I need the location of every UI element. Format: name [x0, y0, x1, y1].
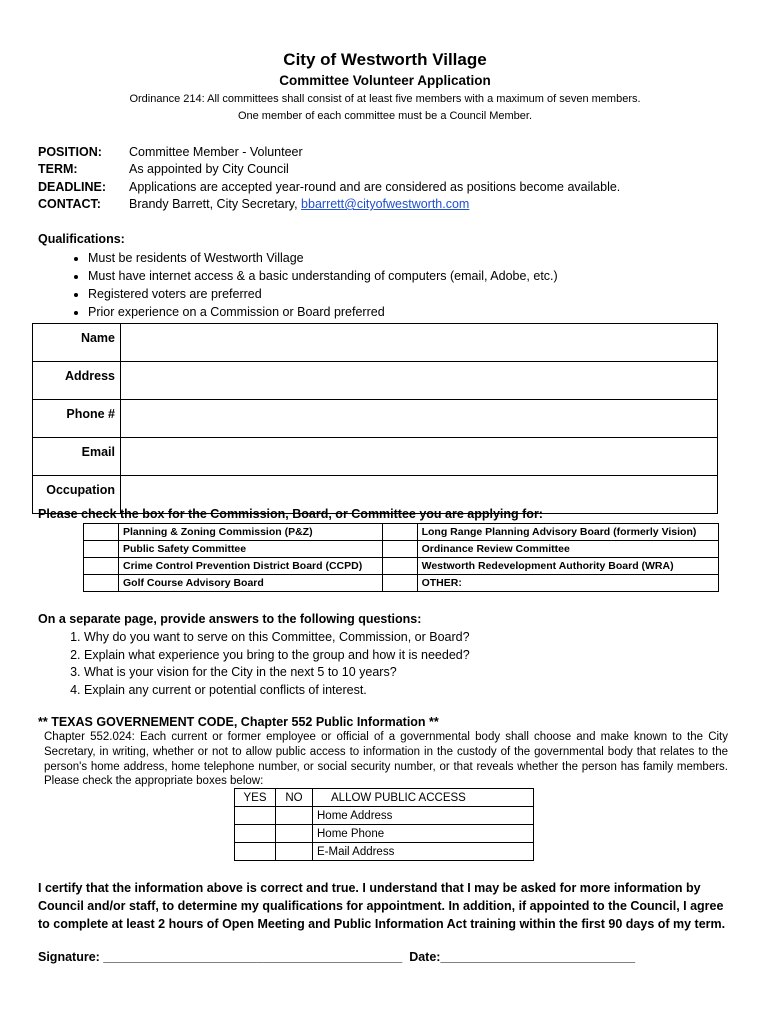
qualifications-list — [38, 249, 558, 321]
committee-label: Planning & Zoning Commission (P&Z) — [119, 524, 383, 541]
list-item: 3. What is your vision for the City in the next 5 to 10 years? — [84, 664, 470, 682]
public-access-table — [234, 788, 534, 861]
yes-checkbox[interactable] — [235, 807, 276, 825]
address-field[interactable] — [121, 362, 718, 400]
council-member-note: One member of each committee must be a Council Member. — [237, 110, 533, 122]
table-row — [33, 400, 718, 438]
list-item: • Registered voters are preferred — [88, 285, 558, 303]
applicant-info-table — [32, 323, 718, 514]
committee-label: Ordinance Review Committee — [417, 541, 718, 558]
no-checkbox[interactable] — [276, 843, 313, 861]
texas-code-body: Chapter 552.024: Each current or former employee or official of a governmental body shall choose and make known to the City Secretary, in writing, whether or not to allow public access to information in the custody of the governmental body that relates to the person's home address, home telephone number, or social security number, or that reveals whether the person has family members. Please check the appropriate boxes below: — [44, 731, 728, 788]
committee-checkbox[interactable] — [382, 524, 417, 541]
committee-label: Long Range Planning Advisory Board (formerly Vision) — [417, 524, 718, 541]
occupation-label: Occupation — [33, 476, 121, 514]
home-address-label: Home Address — [313, 807, 534, 825]
date-label: Date: — [409, 950, 441, 964]
list-item: 2. Explain what experience you bring to the group and how it is needed? — [84, 647, 470, 665]
signature-line[interactable]: ___________________________________________ — [103, 950, 403, 964]
table-row — [33, 362, 718, 400]
email-field[interactable] — [121, 438, 718, 476]
ordinance-note: Ordinance 214: All committees shall consist of at least five members with a maximum of seven members. — [129, 93, 641, 105]
phone-label: Phone # — [33, 400, 121, 438]
phone-field[interactable] — [121, 400, 718, 438]
term-label: TERM: — [38, 162, 78, 176]
address-label: Address — [33, 362, 121, 400]
no-checkbox[interactable] — [276, 807, 313, 825]
committee-table — [83, 523, 719, 592]
committee-checkbox[interactable] — [84, 541, 119, 558]
list-item: • Must be residents of Westworth Village — [88, 249, 558, 267]
deadline-value: Applications are accepted year-round and are considered as positions become available. — [129, 180, 621, 194]
no-header: NO — [276, 789, 313, 807]
name-label: Name — [33, 324, 121, 362]
contact-value — [129, 197, 469, 211]
list-item: 1. Why do you want to serve on this Committee, Commission, or Board? — [84, 629, 470, 647]
page-title: City of Westworth Village — [283, 50, 487, 69]
table-row — [33, 324, 718, 362]
certification-text: I certify that the information above is correct and true. I understand that I may be asked for more information by Council and/or staff, to determine my qualifications for appointment. In addition, if appointed to the Council, I agree to complete at least 2 hours of Open Meeting and Public Information Act training within the first 90 days of my term. — [38, 881, 726, 931]
list-item: • Must have internet access & a basic understanding of computers (email, Adobe, etc.) — [88, 267, 558, 285]
table-row — [33, 438, 718, 476]
home-phone-label: Home Phone — [313, 825, 534, 843]
table-row — [84, 541, 719, 558]
committee-checkbox[interactable] — [84, 524, 119, 541]
committee-checkbox[interactable] — [84, 558, 119, 575]
public-access-header: ALLOW PUBLIC ACCESS — [313, 789, 534, 807]
contact-email-link[interactable]: bbarrett@cityofwestworth.com — [301, 197, 470, 211]
table-row — [84, 558, 719, 575]
committee-label: Westworth Redevelopment Authority Board (WRA) — [417, 558, 718, 575]
texas-code-heading: ** TEXAS GOVERNEMENT CODE, Chapter 552 Public Information ** — [38, 715, 439, 729]
table-row — [235, 789, 534, 807]
qualifications-heading: Qualifications: — [38, 232, 125, 246]
committee-checkbox[interactable] — [84, 575, 119, 592]
name-field[interactable] — [121, 324, 718, 362]
committee-heading: Please check the box for the Commission, Board, or Committee you are applying for: — [38, 507, 543, 521]
list-item: 4. Explain any current or potential conflicts of interest. — [84, 682, 470, 700]
table-row — [235, 825, 534, 843]
signature-row — [38, 950, 635, 964]
table-row — [235, 843, 534, 861]
list-item: • Prior experience on a Commission or Board preferred — [88, 303, 558, 321]
yes-header: YES — [235, 789, 276, 807]
questions-list — [38, 629, 470, 699]
committee-label: Public Safety Committee — [119, 541, 383, 558]
no-checkbox[interactable] — [276, 825, 313, 843]
signature-label: Signature: — [38, 950, 100, 964]
yes-checkbox[interactable] — [235, 825, 276, 843]
email-address-label: E-Mail Address — [313, 843, 534, 861]
contact-label: CONTACT: — [38, 197, 101, 211]
table-row — [235, 807, 534, 825]
deadline-label: DEADLINE: — [38, 180, 107, 194]
questions-heading: On a separate page, provide answers to the following questions: — [38, 612, 422, 626]
contact-name: Brandy Barrett, City Secretary, — [129, 197, 302, 211]
committee-checkbox[interactable] — [382, 541, 417, 558]
email-label: Email — [33, 438, 121, 476]
committee-checkbox[interactable] — [382, 575, 417, 592]
committee-label: Golf Course Advisory Board — [119, 575, 383, 592]
committee-checkbox[interactable] — [382, 558, 417, 575]
yes-checkbox[interactable] — [235, 843, 276, 861]
term-value: As appointed by City Council — [129, 162, 289, 176]
committee-label: OTHER: — [417, 575, 718, 592]
page-subtitle: Committee Volunteer Application — [279, 73, 491, 88]
table-row — [84, 575, 719, 592]
position-value: Committee Member - Volunteer — [129, 145, 303, 159]
table-row — [84, 524, 719, 541]
position-label: POSITION: — [38, 145, 102, 159]
date-line[interactable]: ____________________________ — [440, 950, 636, 964]
committee-label: Crime Control Prevention District Board (CCPD) — [119, 558, 383, 575]
